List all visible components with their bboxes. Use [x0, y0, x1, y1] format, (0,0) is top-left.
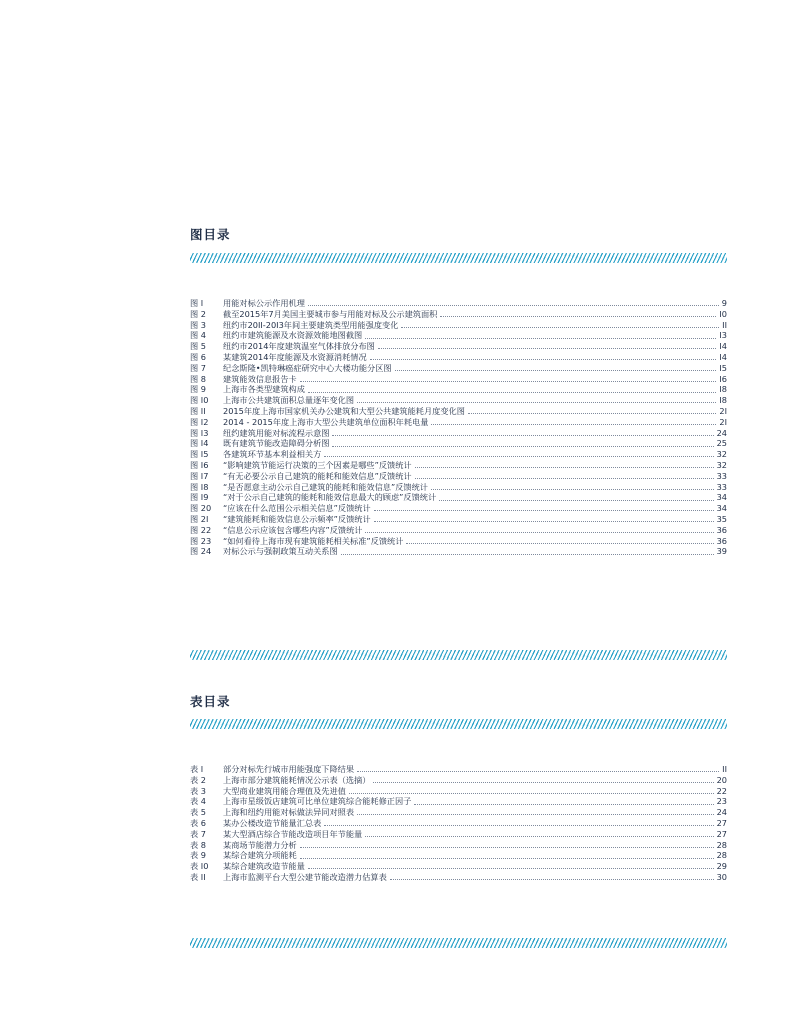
- figure-entry[interactable]: [190, 298, 727, 309]
- dot-leader: [365, 337, 716, 339]
- entry-label: 图 I5: [190, 449, 209, 460]
- entry-page-number: II: [722, 319, 727, 330]
- entry-label: 图 4: [190, 330, 206, 341]
- entry-title: 上海市部分建筑能耗情况公示表（选摘）: [223, 774, 371, 785]
- entry-page-number: 2I: [719, 405, 727, 416]
- entry-page-number: 25: [716, 438, 727, 449]
- figures-top-divider: [190, 253, 727, 263]
- entry-label: 图 I4: [190, 438, 209, 449]
- table-entry[interactable]: [190, 861, 727, 872]
- figure-entry[interactable]: [190, 395, 727, 406]
- table-entry[interactable]: [190, 872, 727, 883]
- entry-label: 表 4: [190, 796, 206, 807]
- entry-label: 表 I0: [190, 861, 209, 872]
- table-entry[interactable]: [190, 764, 727, 775]
- entry-label: 图 7: [190, 362, 206, 373]
- dot-leader: [415, 466, 714, 468]
- entry-page-number: 34: [716, 503, 727, 514]
- figures-list: [190, 298, 727, 557]
- dot-leader: [308, 391, 716, 393]
- entry-title: 既有建筑节能改造障碍分析图: [223, 438, 330, 449]
- figure-entry[interactable]: [190, 546, 727, 557]
- dot-leader: [401, 326, 719, 328]
- figure-entry[interactable]: [190, 514, 727, 525]
- figure-entry[interactable]: [190, 352, 727, 363]
- figure-entry[interactable]: [190, 406, 727, 417]
- dot-leader: [431, 488, 714, 490]
- entry-title: “应该在什么范围公示相关信息”反馈统计: [223, 503, 371, 514]
- entry-page-number: I4: [719, 341, 727, 352]
- entry-page-number: 34: [716, 492, 727, 503]
- dot-leader: [324, 824, 713, 826]
- entry-title: 截至2015年7月美国主要城市参与用能对标及公示建筑面积: [223, 308, 438, 319]
- dot-leader: [365, 835, 713, 837]
- entry-title: “有无必要公示自己建筑的能耗和能效信息”反馈统计: [223, 470, 412, 481]
- entry-title: 纽约市2014年度建筑温室气体排放分布图: [223, 341, 375, 352]
- dot-leader: [332, 445, 713, 447]
- entry-page-number: 27: [716, 817, 727, 828]
- entry-title: 大型商业建筑用能合理值及先进值: [223, 785, 346, 796]
- dot-leader: [308, 867, 714, 869]
- figure-entry[interactable]: [190, 320, 727, 331]
- figure-entry[interactable]: [190, 460, 727, 471]
- entry-title: 某综合建筑分项能耗: [223, 850, 297, 861]
- entry-page-number: 35: [716, 513, 727, 524]
- tables-title: 表目录: [190, 694, 231, 709]
- entry-title: “对于公示自己建筑的能耗和能效信息最大的顾虑”反馈统计: [223, 492, 437, 503]
- entry-page-number: 28: [716, 839, 727, 850]
- entry-title: 各建筑环节基本利益相关方: [223, 449, 322, 460]
- figure-entry[interactable]: [190, 482, 727, 493]
- dot-leader: [308, 304, 719, 306]
- tables-list: [190, 764, 727, 883]
- entry-title: 对标公示与强制政策互动关系图: [223, 546, 338, 557]
- entry-label: 图 8: [190, 373, 206, 384]
- entry-label: 图 II: [190, 405, 206, 416]
- dot-leader: [440, 315, 716, 317]
- dot-leader: [431, 423, 716, 425]
- dot-leader: [373, 781, 713, 783]
- entry-title: 上海市星级饭店建筑可比单位建筑综合能耗修正因子: [223, 796, 412, 807]
- entry-label: 表 2: [190, 774, 206, 785]
- figure-entry[interactable]: [190, 525, 727, 536]
- dot-leader: [349, 792, 714, 794]
- entry-title: 2015年度上海市国家机关办公建筑和大型公共建筑能耗月度变化图: [223, 405, 465, 416]
- dot-leader: [468, 412, 716, 414]
- table-entry[interactable]: [190, 786, 727, 797]
- entry-label: 图 20: [190, 503, 212, 514]
- entry-title: “影响建筑节能运行决策的三个因素是哪些”反馈统计: [223, 459, 412, 470]
- entry-label: 图 24: [190, 546, 212, 557]
- entry-label: 图 2: [190, 308, 206, 319]
- entry-page-number: 23: [716, 796, 727, 807]
- dot-leader: [378, 347, 717, 349]
- entry-label: 图 I8: [190, 481, 209, 492]
- entry-page-number: II: [722, 764, 727, 774]
- figure-entry[interactable]: [190, 492, 727, 503]
- entry-label: 表 5: [190, 807, 206, 818]
- entry-title: 某商场节能潜力分析: [223, 839, 297, 850]
- entry-label: 图 I9: [190, 492, 209, 503]
- dot-leader: [300, 846, 714, 848]
- entry-label: 图 2I: [190, 513, 209, 524]
- entry-label: 图 I: [190, 298, 204, 308]
- figure-entry[interactable]: [190, 503, 727, 514]
- entry-page-number: I8: [719, 384, 727, 395]
- entry-label: 图 3: [190, 319, 206, 330]
- entry-page-number: 27: [716, 828, 727, 839]
- entry-title: 上海市监测平台大型公建节能改造潜力估算表: [223, 871, 387, 882]
- entry-title: 某综合建筑改造节能量: [223, 861, 305, 872]
- entry-title: 纽约建筑用能对标流程示意图: [223, 427, 330, 438]
- dot-leader: [374, 509, 714, 511]
- table-entry[interactable]: [190, 818, 727, 829]
- table-entry[interactable]: [190, 850, 727, 861]
- entry-title: 上海市公共建筑面积总量逐年变化图: [223, 395, 355, 406]
- dot-leader: [357, 813, 714, 815]
- table-entry[interactable]: [190, 775, 727, 786]
- entry-label: 图 6: [190, 351, 206, 362]
- dot-leader: [365, 531, 713, 533]
- entry-label: 图 I6: [190, 459, 209, 470]
- entry-label: 图 I7: [190, 470, 209, 481]
- figure-entry[interactable]: [190, 341, 727, 352]
- dot-leader: [415, 477, 714, 479]
- figure-entry[interactable]: [190, 363, 727, 374]
- dot-leader: [390, 878, 714, 880]
- figure-entry[interactable]: [190, 449, 727, 460]
- entry-page-number: I6: [719, 373, 727, 384]
- entry-title: 建筑能效信息报告卡: [223, 373, 297, 384]
- entry-page-number: 32: [716, 459, 727, 470]
- entry-label: 表 7: [190, 828, 206, 839]
- figure-entry[interactable]: [190, 536, 727, 547]
- entry-page-number: 36: [716, 524, 727, 535]
- entry-page-number: I3: [719, 330, 727, 341]
- tables-bottom-divider: [190, 938, 727, 948]
- dot-leader: [357, 770, 719, 772]
- entry-page-number: I4: [719, 351, 727, 362]
- entry-title: 某建筑2014年度能源及水资源消耗情况: [223, 351, 367, 362]
- table-entry[interactable]: [190, 796, 727, 807]
- dot-leader: [341, 553, 714, 555]
- entry-page-number: 29: [716, 861, 727, 872]
- entry-label: 图 I0: [190, 395, 209, 406]
- dot-leader: [374, 520, 714, 522]
- dot-leader: [332, 434, 713, 436]
- entry-page-number: 33: [716, 470, 727, 481]
- entry-label: 表 8: [190, 839, 206, 850]
- entry-page-number: 24: [716, 807, 727, 818]
- entry-title: 用能对标公示作用机理: [223, 298, 305, 308]
- entry-page-number: I0: [719, 308, 727, 319]
- entry-page-number: 32: [716, 449, 727, 460]
- entry-title: 某大型酒店综合节能改造项目年节能量: [223, 828, 363, 839]
- entry-title: 2014 - 2015年度上海市大型公共建筑单位面积年耗电量: [223, 416, 429, 427]
- dot-leader: [439, 499, 713, 501]
- dot-leader: [324, 455, 713, 457]
- dot-leader: [300, 857, 714, 859]
- entry-page-number: 39: [716, 546, 727, 557]
- table-entry[interactable]: [190, 840, 727, 851]
- dot-leader: [395, 369, 717, 371]
- dot-leader: [357, 401, 716, 403]
- entry-label: 图 I3: [190, 427, 209, 438]
- entry-title: 某办公楼改造节能量汇总表: [223, 817, 322, 828]
- entry-page-number: 2I: [719, 416, 727, 427]
- dot-leader: [406, 542, 713, 544]
- figure-entry[interactable]: [190, 330, 727, 341]
- figure-entry[interactable]: [190, 374, 727, 385]
- entry-page-number: 30: [716, 871, 727, 882]
- entry-label: 表 9: [190, 850, 206, 861]
- dot-leader: [300, 380, 717, 382]
- entry-label: 图 22: [190, 524, 212, 535]
- entry-page-number: 22: [716, 785, 727, 796]
- entry-title: 纽约市建筑能源及水资源效能地图截图: [223, 330, 363, 341]
- entry-title: 上海市各类型建筑构成: [223, 384, 305, 395]
- entry-page-number: 28: [716, 850, 727, 861]
- entry-page-number: 24: [716, 427, 727, 438]
- entry-page-number: I8: [719, 395, 727, 406]
- entry-page-number: 20: [716, 774, 727, 785]
- dot-leader: [414, 803, 713, 805]
- entry-label: 表 3: [190, 785, 206, 796]
- entry-label: 表 I: [190, 764, 204, 774]
- table-entry[interactable]: [190, 829, 727, 840]
- entry-title: “是否愿意主动公示自己建筑的能耗和能效信息”反馈统计: [223, 481, 428, 492]
- figures-title: 图目录: [190, 227, 231, 242]
- entry-page-number: 33: [716, 481, 727, 492]
- entry-title: 纽约市20II-20I3年间主要建筑类型用能强度变化: [223, 319, 399, 330]
- entry-page-number: I5: [719, 362, 727, 373]
- entry-label: 表 II: [190, 871, 206, 882]
- entry-page-number: 36: [716, 535, 727, 546]
- figure-entry[interactable]: [190, 417, 727, 428]
- entry-label: 图 9: [190, 384, 206, 395]
- tables-top-divider: [190, 719, 727, 729]
- figure-entry[interactable]: [190, 438, 727, 449]
- entry-title: 纪念斯隆•凯特琳癌症研究中心大楼功能分区图: [223, 362, 392, 373]
- figures-bottom-divider: [190, 650, 727, 660]
- entry-label: 图 I2: [190, 416, 209, 427]
- entry-label: 表 6: [190, 817, 206, 828]
- dot-leader: [370, 358, 717, 360]
- entry-title: “建筑能耗和能效信息公示频率”反馈统计: [223, 513, 371, 524]
- figure-entry[interactable]: [190, 471, 727, 482]
- table-entry[interactable]: [190, 807, 727, 818]
- entry-label: 图 5: [190, 341, 206, 352]
- entry-page-number: 9: [721, 298, 727, 308]
- entry-title: 部分对标先行城市用能强度下降结果: [223, 764, 355, 774]
- figure-entry[interactable]: [190, 428, 727, 439]
- entry-title: “信息公示应该包含哪些内容”反馈统计: [223, 524, 363, 535]
- figure-entry[interactable]: [190, 384, 727, 395]
- entry-title: “如何看待上海市现有建筑能耗相关标准”反馈统计: [223, 535, 404, 546]
- entry-title: 上海和纽约用能对标做法异同对照表: [223, 807, 355, 818]
- figure-entry[interactable]: [190, 309, 727, 320]
- entry-label: 图 23: [190, 535, 212, 546]
